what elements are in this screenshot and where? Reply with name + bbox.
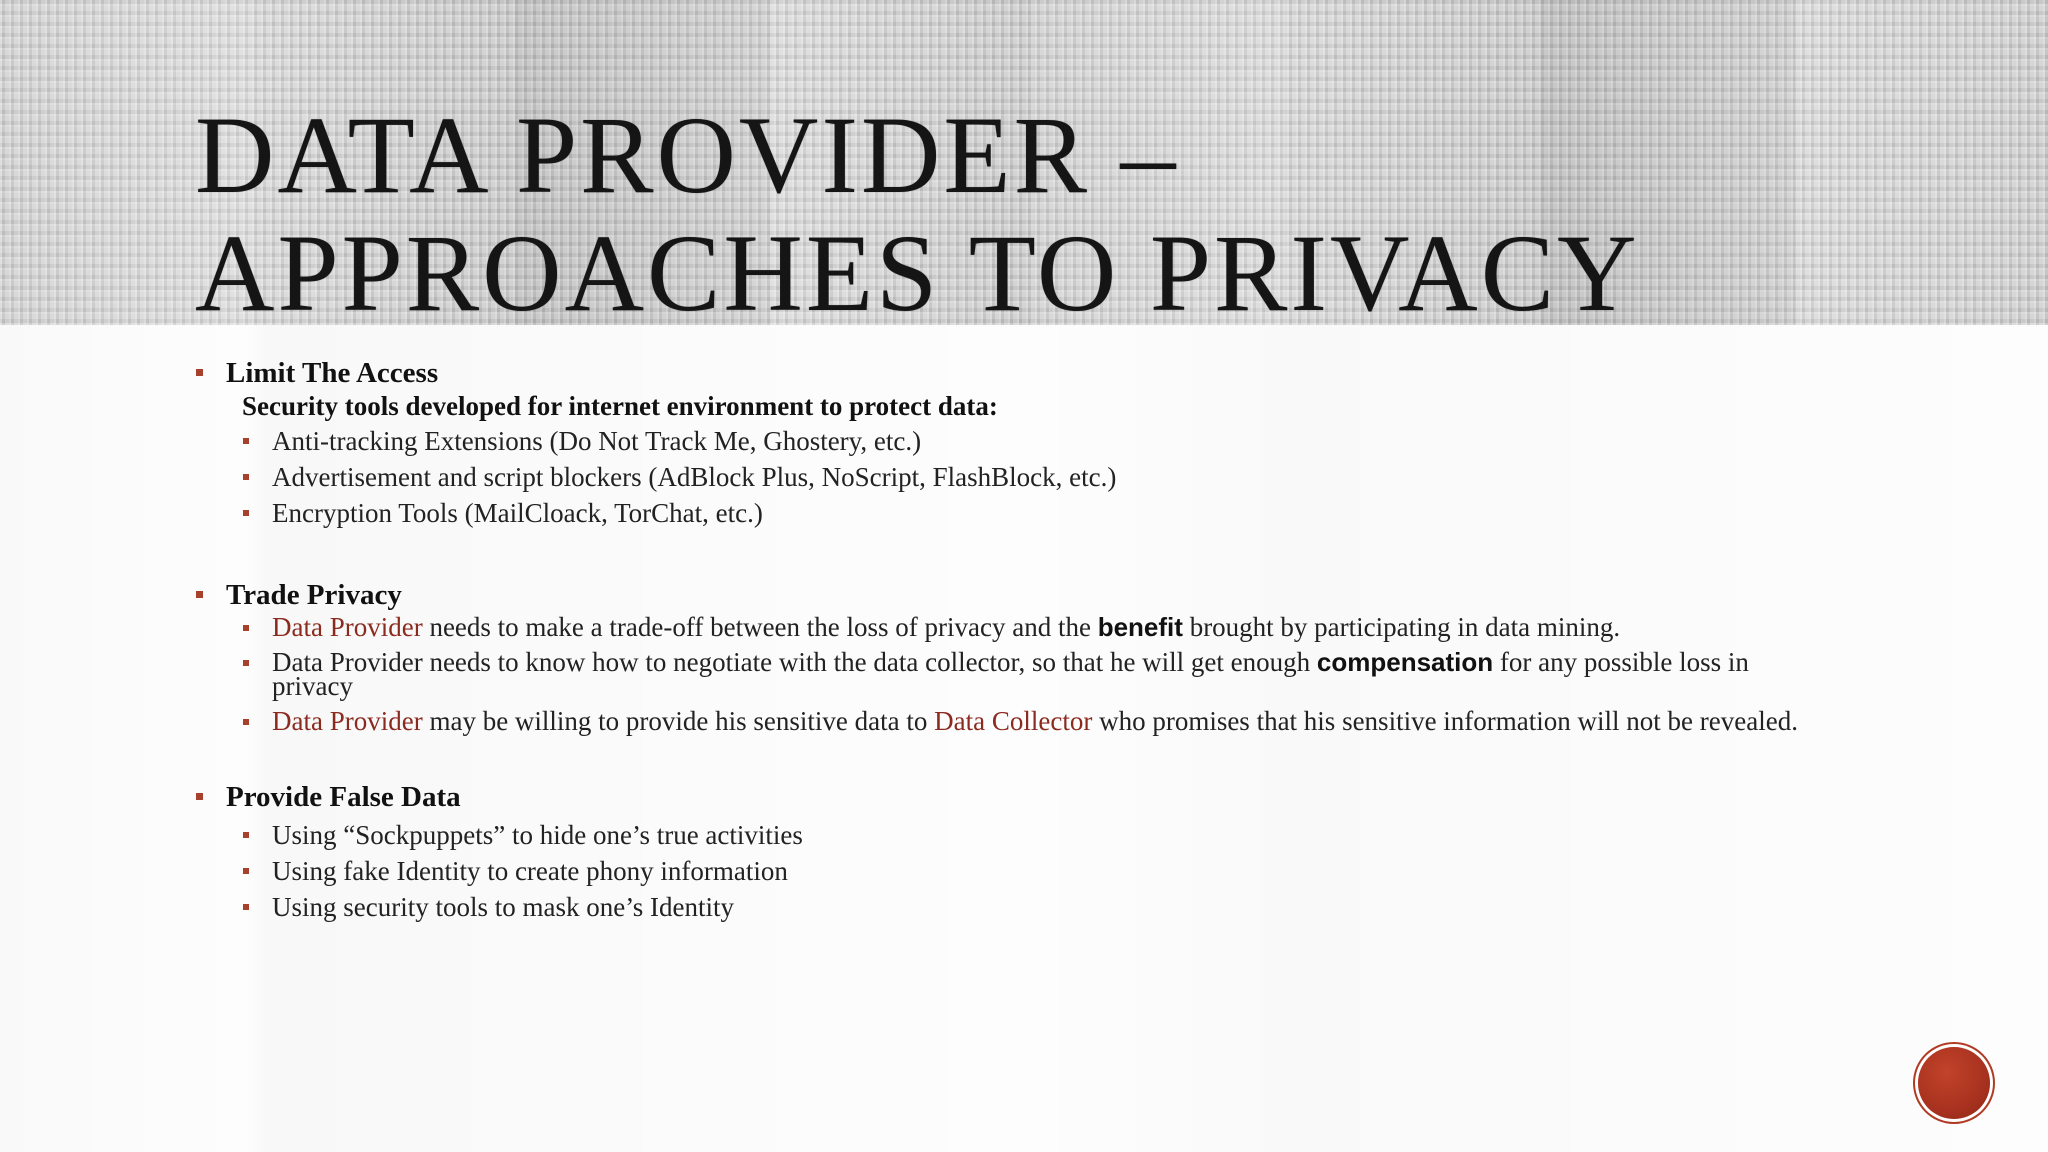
list-item-text: who promises that his sensitive information will not be revealed. [1092,706,1798,736]
section-heading [195,577,1835,613]
section-heading-text: Provide False Data [226,781,461,813]
square-bullet-icon [243,832,249,838]
square-bullet-icon [243,438,249,444]
square-bullet-icon [243,510,249,516]
list-item-text: Advertisement and script blockers (AdBlock Plus, NoScript, FlashBlock, etc.) [272,462,1117,492]
list-item-text: Using “Sockpuppets” to hide one’s true activities [272,820,803,850]
list-item-text: Anti-tracking Extensions (Do Not Track Me, Ghostery, etc.) [272,426,922,456]
square-bullet-icon [243,625,249,631]
section-heading [195,355,1835,391]
square-bullet-icon [243,904,249,910]
list-item [195,647,1835,701]
list-item-text: for any possible loss in privacy [272,647,1749,701]
section-limit-access [195,355,1835,531]
emphasis-text: benefit [1097,612,1183,642]
data-collector-term: Data Collector [934,706,1093,736]
list-item [195,495,1835,531]
list-item [195,706,1835,736]
bullet-list [195,612,1835,736]
list-item [195,817,1835,853]
square-bullet-icon [243,660,249,666]
list-item [195,853,1835,889]
section-heading [195,779,1835,815]
slide-nav-button[interactable] [1918,1047,1990,1119]
bullet-list [195,817,1835,925]
list-item-text: brought by participating in data mining. [1182,612,1621,642]
square-bullet-icon [243,868,249,874]
square-bullet-icon [196,591,203,598]
bullet-list [195,423,1835,531]
list-item [195,612,1835,642]
slide-body [195,355,1835,925]
section-subheading: Security tools developed for internet environment to protect data: [242,391,998,421]
slide-title [195,96,1640,332]
section-trade-privacy [195,577,1835,736]
list-item [195,423,1835,459]
list-item-text: may be willing to provide his sensitive data to [422,706,935,736]
list-item-text: needs to make a trade-off between the loss of privacy and the [422,612,1098,642]
square-bullet-icon [196,369,203,376]
square-bullet-icon [243,474,249,480]
section-false-data [195,779,1835,925]
list-item [195,889,1835,925]
emphasis-text: compensation [1316,647,1494,677]
square-bullet-icon [196,793,203,800]
list-item-text: Using security tools to mask one’s Identity [272,892,734,922]
data-provider-term: Data Provider [272,612,423,642]
slide-title-line-1: DATA PROVIDER – [195,94,1179,216]
list-item [195,459,1835,495]
section-heading-text: Limit The Access [226,357,439,389]
slide-title-line-2: APPROACHES TO PRIVACY [195,212,1640,334]
section-heading-text: Trade Privacy [226,579,402,611]
data-provider-term: Data Provider [272,706,423,736]
list-item-text: Data Provider needs to know how to negotiate with the data collector, so that he will get enough [272,647,1317,677]
list-item-text: Encryption Tools (MailCloack, TorChat, etc.) [272,498,763,528]
square-bullet-icon [243,719,249,725]
list-item-text: Using fake Identity to create phony information [272,856,788,886]
